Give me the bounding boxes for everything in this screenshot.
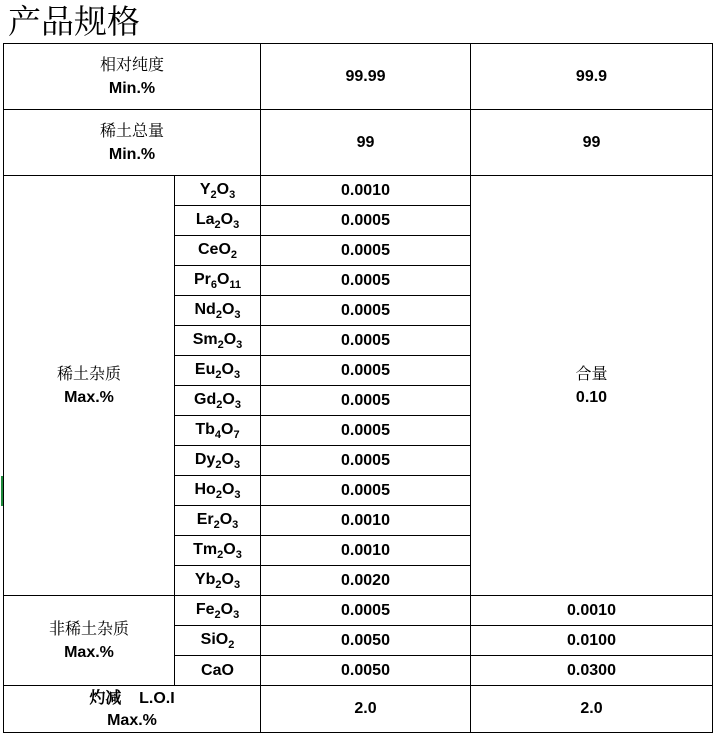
purity-row xyxy=(4,44,713,110)
label-cn: 稀土杂质 xyxy=(56,363,121,383)
formula-element: O xyxy=(221,420,234,438)
formula-cell xyxy=(175,536,261,566)
re-impurities-label xyxy=(4,176,175,596)
formula-cell xyxy=(175,626,261,656)
formula-element: Tb xyxy=(195,420,215,438)
formula-subscript: 3 xyxy=(234,398,241,411)
impurity-value: 0.0010 xyxy=(261,536,471,566)
formula-subscript: 3 xyxy=(229,188,236,201)
purity-label-cn: 相对纯度 xyxy=(99,54,164,74)
formula-cell xyxy=(175,596,261,626)
loi-label-en: Max.% xyxy=(107,712,157,729)
formula-subscript: 3 xyxy=(234,308,241,321)
formula-cell xyxy=(175,416,261,446)
total-value: 0.10 xyxy=(575,388,608,406)
formula-cell xyxy=(175,356,261,386)
formula-element: Y xyxy=(199,180,211,198)
formula-element: Eu xyxy=(194,360,216,378)
impurity-value: 0.0005 xyxy=(261,296,471,326)
impurity-value: 0.0005 xyxy=(261,446,471,476)
formula-element: SiO xyxy=(200,630,229,648)
treo-label xyxy=(4,110,261,176)
impurity-value-2: 0.0300 xyxy=(471,656,713,686)
formula-element: O xyxy=(221,360,234,378)
formula-element: Nd xyxy=(194,300,216,318)
label-en: Max.% xyxy=(64,388,114,406)
impurity-value: 0.0020 xyxy=(261,566,471,596)
formula-element: O xyxy=(221,300,235,318)
impurity-value: 0.0050 xyxy=(261,626,471,656)
label-cn: 非稀土杂质 xyxy=(48,618,129,638)
formula-element: O xyxy=(216,270,230,288)
total-label: 合量 xyxy=(575,363,608,383)
impurity-value: 0.0005 xyxy=(261,476,471,506)
formula-subscript: 3 xyxy=(235,548,242,561)
formula-element: O xyxy=(223,540,236,558)
formula-element: CeO xyxy=(197,240,231,258)
formula-subscript: 2 xyxy=(213,518,220,531)
loi-value-2: 2.0 xyxy=(471,686,713,733)
formula-element: CaO xyxy=(201,661,234,679)
formula-cell xyxy=(175,266,261,296)
formula-subscript: 2 xyxy=(215,458,222,471)
impurity-value: 0.0005 xyxy=(261,416,471,446)
formula-subscript: 3 xyxy=(233,578,241,591)
treo-value-2: 99 xyxy=(471,110,713,176)
formula-element: Ho xyxy=(194,480,216,498)
treo-row xyxy=(4,110,713,176)
formula-subscript: 3 xyxy=(234,488,241,501)
formula-cell xyxy=(175,296,261,326)
formula-element: Yb xyxy=(194,570,216,588)
impurity-value: 0.0010 xyxy=(261,506,471,536)
formula-cell xyxy=(175,476,261,506)
formula-element: O xyxy=(223,330,237,348)
formula-subscript: 2 xyxy=(230,248,238,261)
treo-value-1: 99 xyxy=(261,110,471,176)
formula-subscript: 3 xyxy=(233,608,240,621)
formula-element: Dy xyxy=(194,450,216,468)
impurity-value: 0.0005 xyxy=(261,596,471,626)
formula-subscript: 3 xyxy=(233,368,241,381)
formula-subscript: 2 xyxy=(215,578,222,591)
formula-element: Pr xyxy=(193,270,211,288)
formula-cell xyxy=(175,176,261,206)
treo-label-en: Min.% xyxy=(108,145,156,163)
impurity-value: 0.0005 xyxy=(261,206,471,236)
spec-table xyxy=(3,43,713,733)
formula-subscript: 3 xyxy=(233,458,241,471)
cell-selection-marker xyxy=(1,476,3,506)
formula-cell xyxy=(175,386,261,416)
formula-element: O xyxy=(220,600,234,618)
formula-subscript: 11 xyxy=(229,278,242,291)
formula-subscript: 3 xyxy=(236,338,243,351)
formula-subscript: 4 xyxy=(214,428,222,441)
re-impurities-total xyxy=(471,176,713,596)
formula-subscript: 2 xyxy=(217,338,224,351)
impurity-row xyxy=(4,176,713,206)
impurity-value: 0.0005 xyxy=(261,326,471,356)
non-re-impurity-row xyxy=(4,596,713,626)
formula-element: O xyxy=(222,390,235,408)
treo-label-cn: 稀土总量 xyxy=(99,120,164,140)
formula-cell xyxy=(175,206,261,236)
formula-cell xyxy=(175,326,261,356)
purity-label xyxy=(4,44,261,110)
formula-cell xyxy=(175,506,261,536)
formula-subscript: 2 xyxy=(210,188,217,201)
formula-element: La xyxy=(195,210,215,228)
page-title: 产品规格 xyxy=(8,2,140,41)
formula-subscript: 3 xyxy=(232,518,239,531)
impurity-value: 0.0005 xyxy=(261,266,471,296)
formula-element: O xyxy=(220,210,234,228)
formula-element: O xyxy=(221,570,234,588)
formula-subscript: 2 xyxy=(216,398,223,411)
purity-value-2: 99.9 xyxy=(471,44,713,110)
loi-value-1: 2.0 xyxy=(261,686,471,733)
formula-cell xyxy=(175,236,261,266)
formula-element: Tm xyxy=(193,540,218,558)
impurity-value: 0.0005 xyxy=(261,356,471,386)
impurity-value: 0.0010 xyxy=(261,176,471,206)
non-re-impurities-label xyxy=(4,596,175,686)
impurity-value: 0.0050 xyxy=(261,656,471,686)
formula-subscript: 2 xyxy=(214,608,221,621)
formula-subscript: 3 xyxy=(233,218,240,231)
formula-subscript: 2 xyxy=(214,218,221,231)
loi-label-code: L.O.I xyxy=(139,690,175,707)
impurity-value-2: 0.0010 xyxy=(471,596,713,626)
impurity-value-2: 0.0100 xyxy=(471,626,713,656)
formula-element: O xyxy=(219,510,233,528)
loi-label-cn: 灼减 xyxy=(89,688,122,707)
purity-label-en: Min.% xyxy=(108,79,156,97)
formula-subscript: 2 xyxy=(215,368,222,381)
formula-element: Er xyxy=(196,510,214,528)
formula-subscript: 7 xyxy=(233,428,240,441)
formula-subscript: 2 xyxy=(215,488,222,501)
impurity-value: 0.0005 xyxy=(261,236,471,266)
label-en: Max.% xyxy=(64,643,114,661)
formula-cell xyxy=(175,656,261,686)
formula-subscript: 2 xyxy=(228,638,235,651)
formula-cell xyxy=(175,446,261,476)
formula-subscript: 2 xyxy=(217,548,224,561)
formula-cell xyxy=(175,566,261,596)
formula-element: O xyxy=(221,480,235,498)
formula-element: O xyxy=(216,180,230,198)
loi-row xyxy=(4,686,713,733)
purity-value-1: 99.99 xyxy=(261,44,471,110)
formula-subscript: 6 xyxy=(210,278,217,291)
formula-element: Fe xyxy=(195,600,215,618)
formula-element: Sm xyxy=(192,330,218,348)
formula-subscript: 2 xyxy=(215,308,222,321)
impurity-value: 0.0005 xyxy=(261,386,471,416)
loi-label xyxy=(4,686,261,733)
formula-element: O xyxy=(221,450,234,468)
formula-element: Gd xyxy=(194,390,217,408)
